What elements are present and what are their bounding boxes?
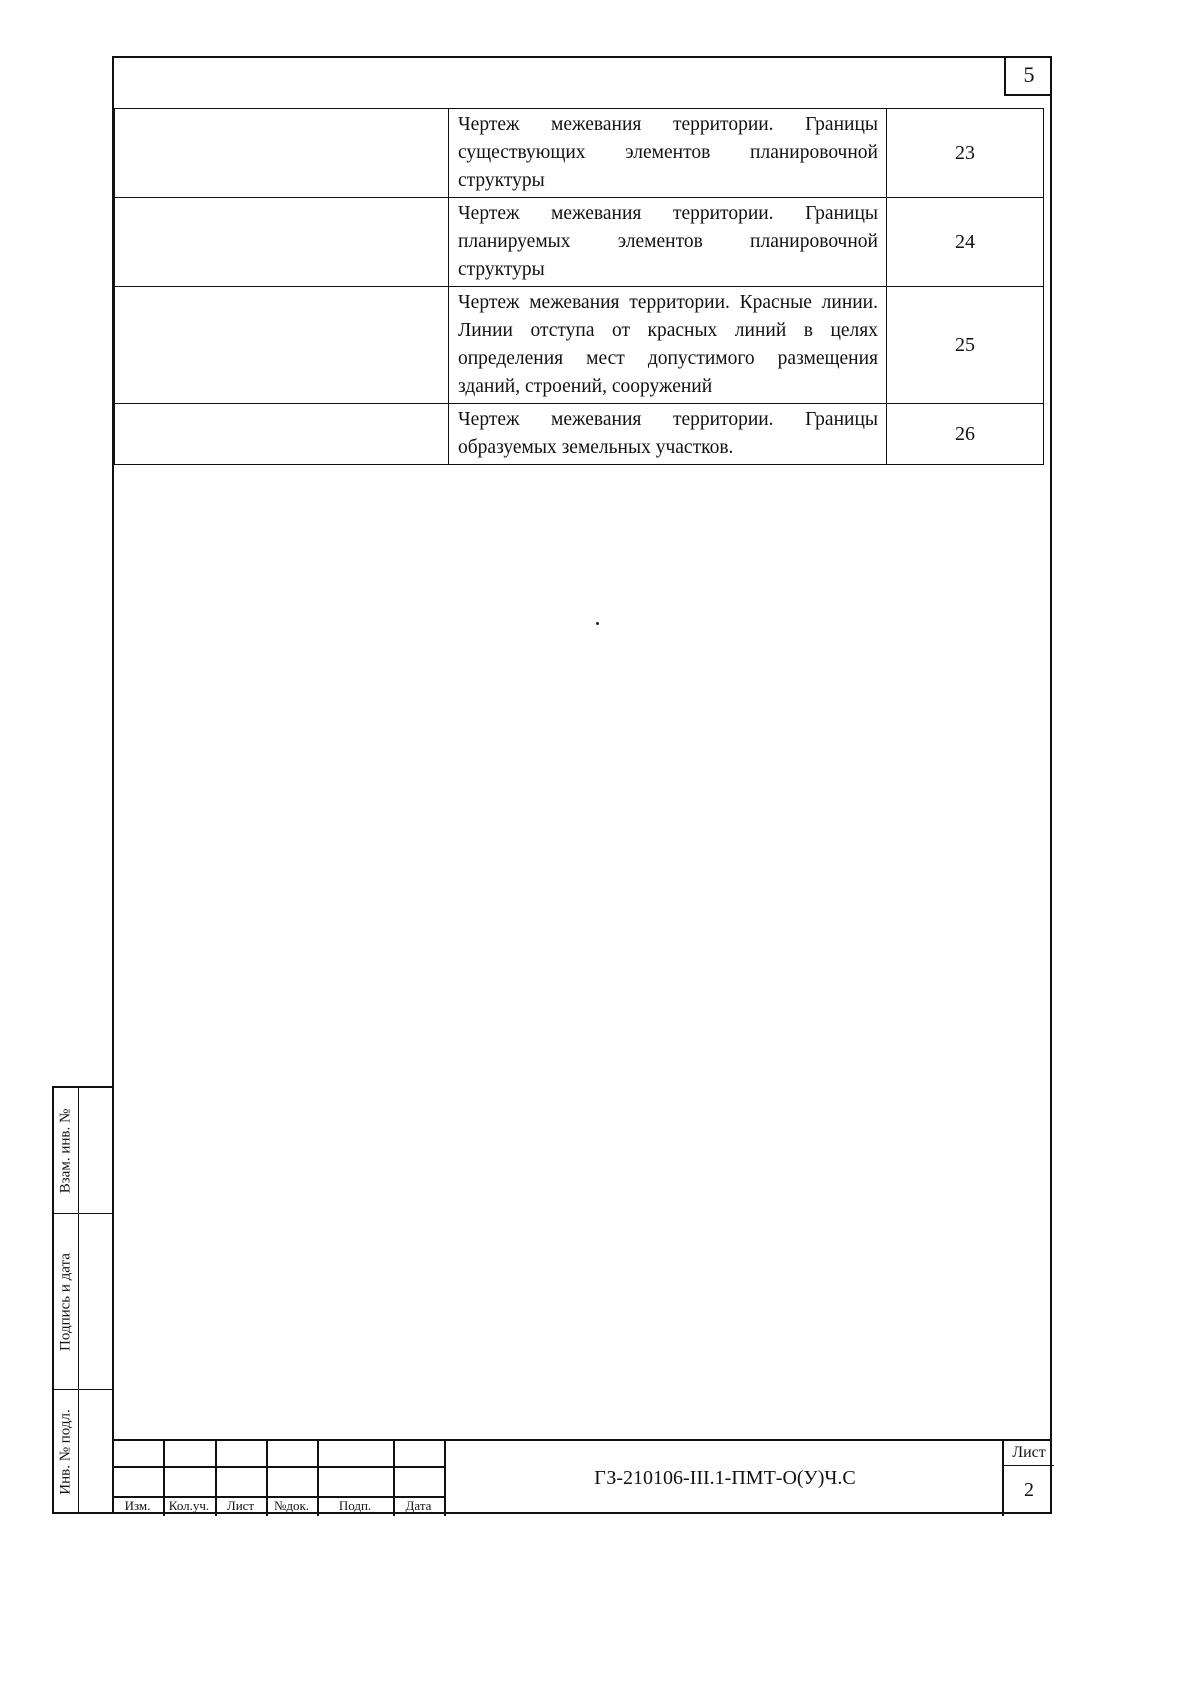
row-page-number: 23 <box>887 109 1044 198</box>
row-page-number: 24 <box>887 198 1044 287</box>
table-row <box>115 198 1044 287</box>
corner-page-number: 5 <box>1004 56 1052 96</box>
margin-label: Инв. № подл. <box>57 1409 74 1495</box>
header-kol-uch: Кол.уч. <box>168 1498 210 1513</box>
empty-cell <box>115 198 449 287</box>
sheet-number: 2 <box>1024 1479 1034 1501</box>
document-code: ГЗ-210106-III.1-ПМТ-О(У)Ч.С <box>444 1441 1004 1516</box>
scan-speck <box>596 622 599 625</box>
margin-stamp <box>52 1086 112 1514</box>
row-title: Чертеж межевания территории. Границы существующих элементов планировочной структуры <box>449 109 887 198</box>
header-podp: Подп. <box>338 1498 372 1513</box>
header-data: Дата <box>405 1498 432 1513</box>
header-list: Лист <box>226 1498 255 1513</box>
table-row <box>115 109 1044 198</box>
row-page-number: 26 <box>887 404 1044 465</box>
margin-cell-replacement <box>54 1088 112 1214</box>
row-title: Чертеж межевания территории. Границы планируемых элементов планировочной структуры <box>449 198 887 287</box>
sheet-box <box>1002 1441 1054 1516</box>
empty-cell <box>115 109 449 198</box>
table-row <box>115 287 1044 404</box>
contents-table <box>114 108 1044 465</box>
revision-grid <box>112 1441 444 1516</box>
empty-cell <box>115 287 449 404</box>
margin-cell-inventory <box>54 1390 112 1514</box>
row-title: Чертеж межевания территории. Красные линии. Линии отступа от красных линий в целях определения мест допустимого размещения зданий, строений, сооружений <box>449 287 887 404</box>
row-title: Чертеж межевания территории. Границы образуемых земельных участков. <box>449 404 887 465</box>
margin-label: Взам. инв. № <box>57 1108 74 1193</box>
margin-label: Подпись и дата <box>57 1252 74 1351</box>
empty-cell <box>115 404 449 465</box>
header-ndok: №док. <box>273 1498 310 1513</box>
sheet-label: Лист <box>1004 1441 1054 1466</box>
title-block <box>112 1439 1052 1514</box>
table-row <box>115 404 1044 465</box>
row-page-number: 25 <box>887 287 1044 404</box>
header-izm: Изм. <box>124 1498 151 1513</box>
margin-cell-signature <box>54 1214 112 1390</box>
